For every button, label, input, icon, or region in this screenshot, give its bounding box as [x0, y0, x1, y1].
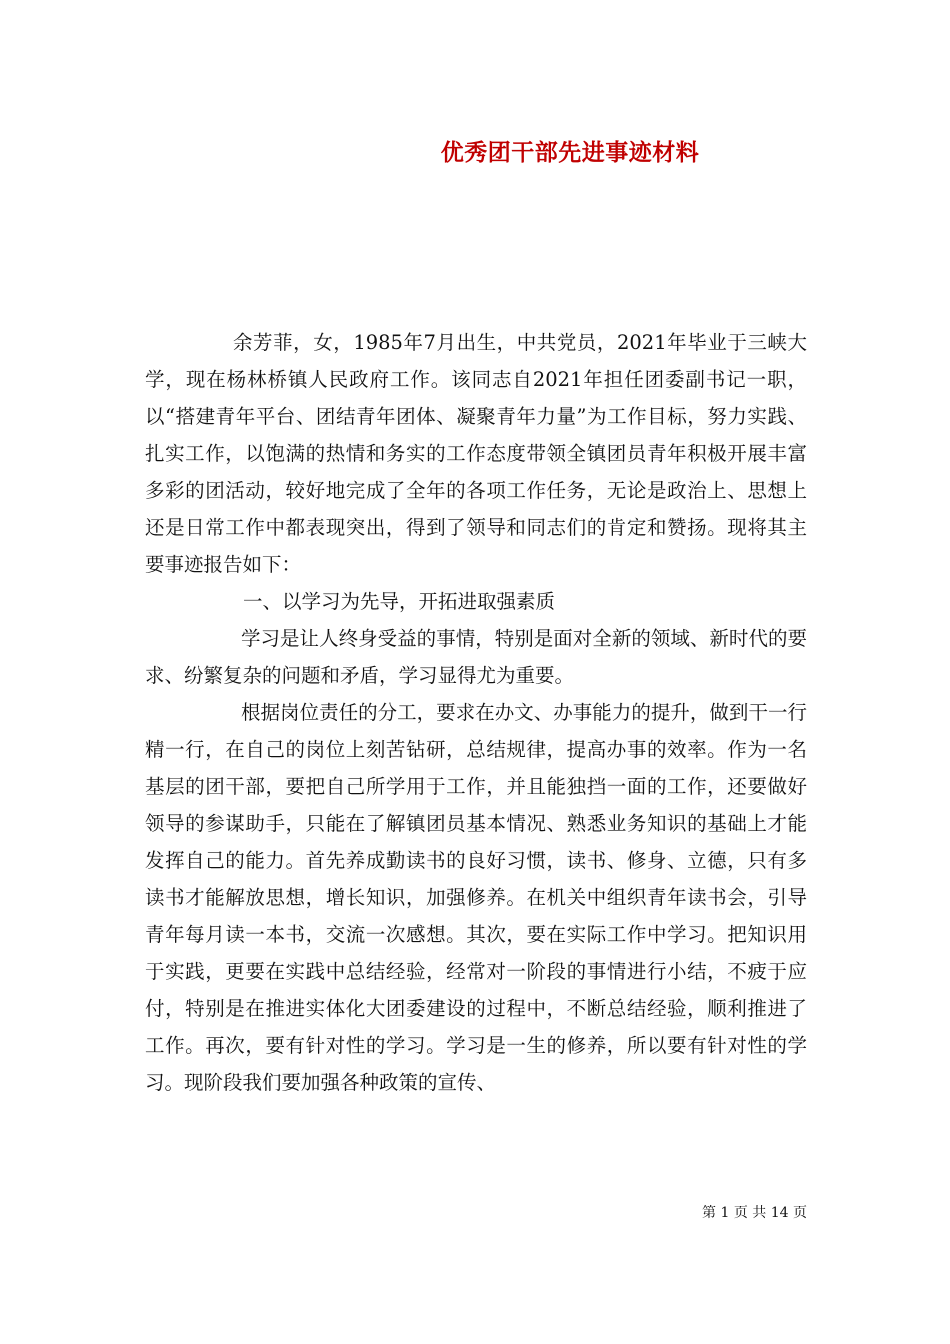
- document-title: 优秀团干部先进事迹材料: [440, 139, 700, 166]
- page-number: 第 1 页 共 14 页: [702, 1205, 807, 1221]
- section-heading-1: 一、以学习为先导，开拓进取强素质: [243, 590, 556, 613]
- paragraph-intro: 余芳菲，女，1985年7月出生，中共党员，2021年毕业于三峡大学，现在杨林桥镇人民政府工作。该同志自2021年担任团委副书记一职，以“搭建青年平台、团结青年团体、凝聚青年力量”为工作目标，努力实践、扎实工作，以饱满的热情和务实的工作态度带领全镇团员青年积极开展丰富多彩的团活动，较好地完成了全年的各项工作任务，无论是政治上、思想上还是日常工作中都表现突出，得到了领导和同志们的肯定和赞扬。现将其主要事迹报告如下：: [145, 331, 807, 576]
- document-body: [145, 324, 807, 1101]
- paragraph-learning-importance: 学习是让人终身受益的事情，特别是面对全新的领域、新时代的要求、纷繁复杂的问题和矛盾，学习显得尤为重要。: [145, 627, 807, 687]
- paragraph-learning-methods: 根据岗位责任的分工，要求在办文、办事能力的提升，做到干一行精一行，在自己的岗位上刻苦钻研，总结规律，提高办事的效率。作为一名基层的团干部，要把自己所学用于工作，并且能独挡一面的工作，还要做好领导的参谋助手，只能在了解镇团员基本情况、熟悉业务知识的基础上才能发挥自己的能力。首先养成勤读书的良好习惯，读书、修身、立德，只有多读书才能解放思想，增长知识，加强修养。在机关中组织青年读书会，引导青年每月读一本书，交流一次感想。其次，要在实际工作中学习。把知识用于实践，更要在实践中总结经验，经常对一阶段的事情进行小结，不疲于应付，特别是在推进实体化大团委建设的过程中，不断总结经验，顺利推进了工作。再次，要有针对性的学习。学习是一生的修养，所以要有针对性的学习。现阶段我们要加强各种政策的宣传、: [145, 701, 807, 1094]
